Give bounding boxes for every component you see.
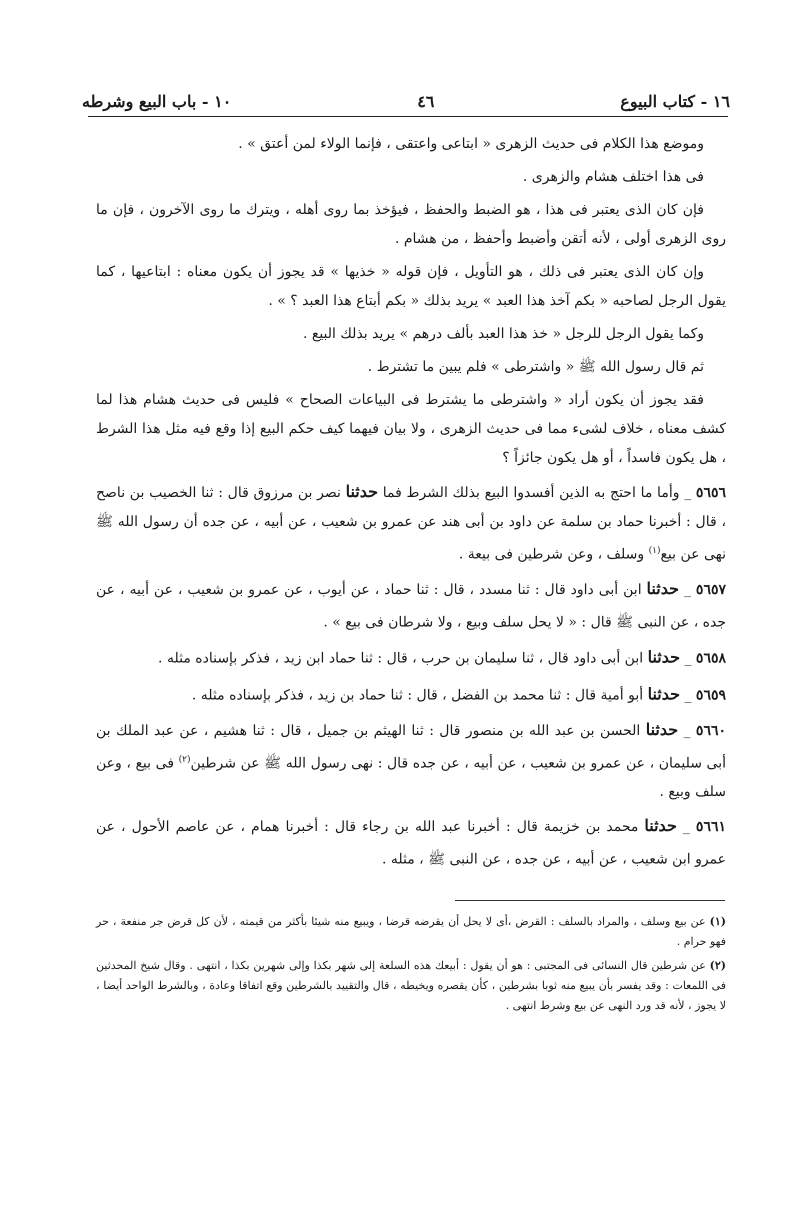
- footnote-ref: (٢): [178, 754, 191, 765]
- footnote: [96, 912, 726, 952]
- hadith-text: أبو أمية قال : ثنا محمد بن الفضل ، قال : ثنا حماد بن زيد ، فذكر بإسناده مثله .: [191, 687, 648, 704]
- hadith-entry: [96, 678, 726, 711]
- hadith-text-end: وسلف ، وعن شرطين فى بيعة .: [458, 546, 649, 563]
- header-rule: [88, 116, 728, 117]
- page-header: [82, 88, 730, 114]
- hadith-dash: _: [680, 650, 696, 667]
- page-number: ٤٦: [417, 91, 435, 111]
- hadith-entry: [96, 811, 726, 875]
- haddathana-word: حدثنا: [645, 719, 679, 739]
- hadith-text: محمد بن خزيمة قال : أخبرنا عبد الله بن رجاء قال : أخبرنا همام ، عن عاصم الأحول ، عن عمرو ابن شعيب ، عن أبيه ، عن جده ، عن النبى ﷺ ، مثله .: [96, 819, 726, 868]
- hadith-intro: وأما ما احتج به الذين أفسدوا البيع بذلك الشرط فما: [378, 485, 680, 501]
- hadith-number: ٥٦٥٨: [695, 650, 726, 667]
- hadith-number: ٥٦٦١: [695, 819, 726, 836]
- haddathana-word: حدثنا: [644, 816, 677, 836]
- haddathana-word: حدثنا: [647, 684, 681, 704]
- footnote-rule: [455, 900, 725, 901]
- hadith-entry: [96, 715, 726, 808]
- hadith-dash: _: [678, 722, 696, 739]
- paragraph: وكما يقول الرجل للرجل « خذ هذا العبد بألف درهم » يريد بذلك البيع .: [302, 326, 704, 342]
- footnote: [96, 956, 726, 1016]
- hadith-entry: [96, 574, 726, 638]
- haddathana-word: حدثنا: [647, 647, 681, 667]
- section-title: ١٠ - باب البيع وشرطه: [82, 91, 232, 111]
- footnotes: [96, 912, 726, 1020]
- hadith-text: ابن أبى داود قال : ثنا مسدد ، قال : ثنا حماد ، عن أيوب ، عن عمرو بن شعيب ، عن أبيه ، عن جده ، عن النبى ﷺ قال : « لا يحل سلف وبيع ، ولا شرطان فى بيع » .: [96, 581, 726, 631]
- paragraph: فإن كان الذى يعتبر فى هذا ، هو الضبط والحفظ ، فيؤخذ بما روى أهله ، ويترك ما روى الآخرون ، فإن ما روى الزهرى أولى ، لأنه أتقن وأضبط وأحفظ ، من هشام .: [96, 202, 726, 247]
- hadith-number: ٥٦٥٦: [695, 485, 726, 501]
- hadith-dash: _: [679, 485, 696, 501]
- hadith-number: ٥٦٦٠: [695, 722, 726, 739]
- paragraph: وإن كان الذى يعتبر فى ذلك ، هو التأويل ، فإن قوله « خذيها » قد يجوز أن يكون معناه : ابتاعيها ، كما يقول الرجل لصاحبه « بكم آخذ هذا العبد » يريد بذلك « بكم أبتاع هذا العبد ؟ » .: [96, 264, 726, 309]
- hadith-entry: [96, 477, 726, 570]
- hadith-text-end: فى بيع ، وعن سلف وبيع .: [96, 755, 726, 801]
- paragraph: فى هذا اختلف هشام والزهرى .: [522, 169, 704, 185]
- hadith-dash: _: [676, 819, 696, 836]
- footnote-text: عن بيع وسلف ، والمراد بالسلف : القرض ،أى لا يحل أن يقرضه قرضا ، ويبيع منه شيئا بأكثر من قيمته ، لأن كل قرض جر منفعة ، حر فهو حرام .: [96, 915, 726, 948]
- hadith-dash: _: [679, 581, 696, 598]
- hadith-text: ابن أبى داود قال ، ثنا سليمان بن حرب ، قال : ثنا حماد ابن زيد ، فذكر بإسناده مثله .: [158, 650, 648, 667]
- hadith-dash: _: [680, 687, 696, 704]
- hadith-number: ٥٦٥٧: [695, 581, 726, 598]
- hadith-number: ٥٦٥٩: [695, 687, 726, 704]
- haddathana-word: حدثنا: [345, 482, 379, 501]
- footnote-number: (٢): [709, 959, 726, 972]
- paragraph: فقد يجوز أن يكون أراد « واشترطى ما يشترط فى البياعات الصحاح » فليس فى حديث هشام هذا لما كشف معناه ، خلاف لشىء مما فى حديث الزهرى ، ولا بيان فيهما كيف حكم البيع إذا وقع فيه مثل هذا الشرط ، هل يكون فاسداً ، أو هل يكون جائزاً ؟: [96, 392, 726, 466]
- paragraph: ثم قال رسول الله ﷺ « واشترطى » فلم يبين ما تشترط .: [367, 359, 704, 375]
- haddathana-word: حدثنا: [646, 578, 679, 598]
- hadith-text: الحسن بن عبد الله بن منصور قال : ثنا الهيثم بن جميل ، قال : ثنا هشيم ، عن عبد الملك بن أبى سليمان ، عن عمرو بن شعيب ، عن أبيه ، عن جده قال : نهى رسول الله ﷺ عن شرطين: [96, 722, 726, 772]
- main-text: [96, 130, 726, 879]
- footnote-text: عن شرطين قال النسائى فى المجتبى : هو أن يقول : أبيعك هذه السلعة إلى شهر بكذا وإلى شهرين بكذا ، انتهى . وقال شيخ المحدثين فى اللمعات : وقد يفسر بأن يبيع منه ثوبا بشرطين ، كأن يقصره ويخيطه ، قال والتقييد بالشرطين وقع اتفاقا وعادة ، وبالشرط الواحد أيضا ، لا يجوز ، لأنه قد ورد النهى عن بيع وشرط انتهى .: [96, 959, 726, 1012]
- chapter-title: ١٦ - كتاب البيوع: [620, 91, 730, 111]
- paragraph: وموضع هذا الكلام فى حديث الزهرى « ابتاعى واعتقى ، فإنما الولاء لمن أعتق » .: [238, 136, 704, 152]
- footnote-ref: (١): [648, 546, 661, 556]
- hadith-entry: [96, 641, 726, 674]
- hadith-text: نصر بن مرزوق قال : ثنا الخصيب بن ناصح ، قال : أخبرنا حماد بن سلمة عن داود بن أبى هند عن عمرو بن شعيب ، عن أبيه ، عن جده أن رسول الله ﷺ نهى عن بيع: [96, 485, 726, 563]
- footnote-number: (١): [709, 915, 726, 928]
